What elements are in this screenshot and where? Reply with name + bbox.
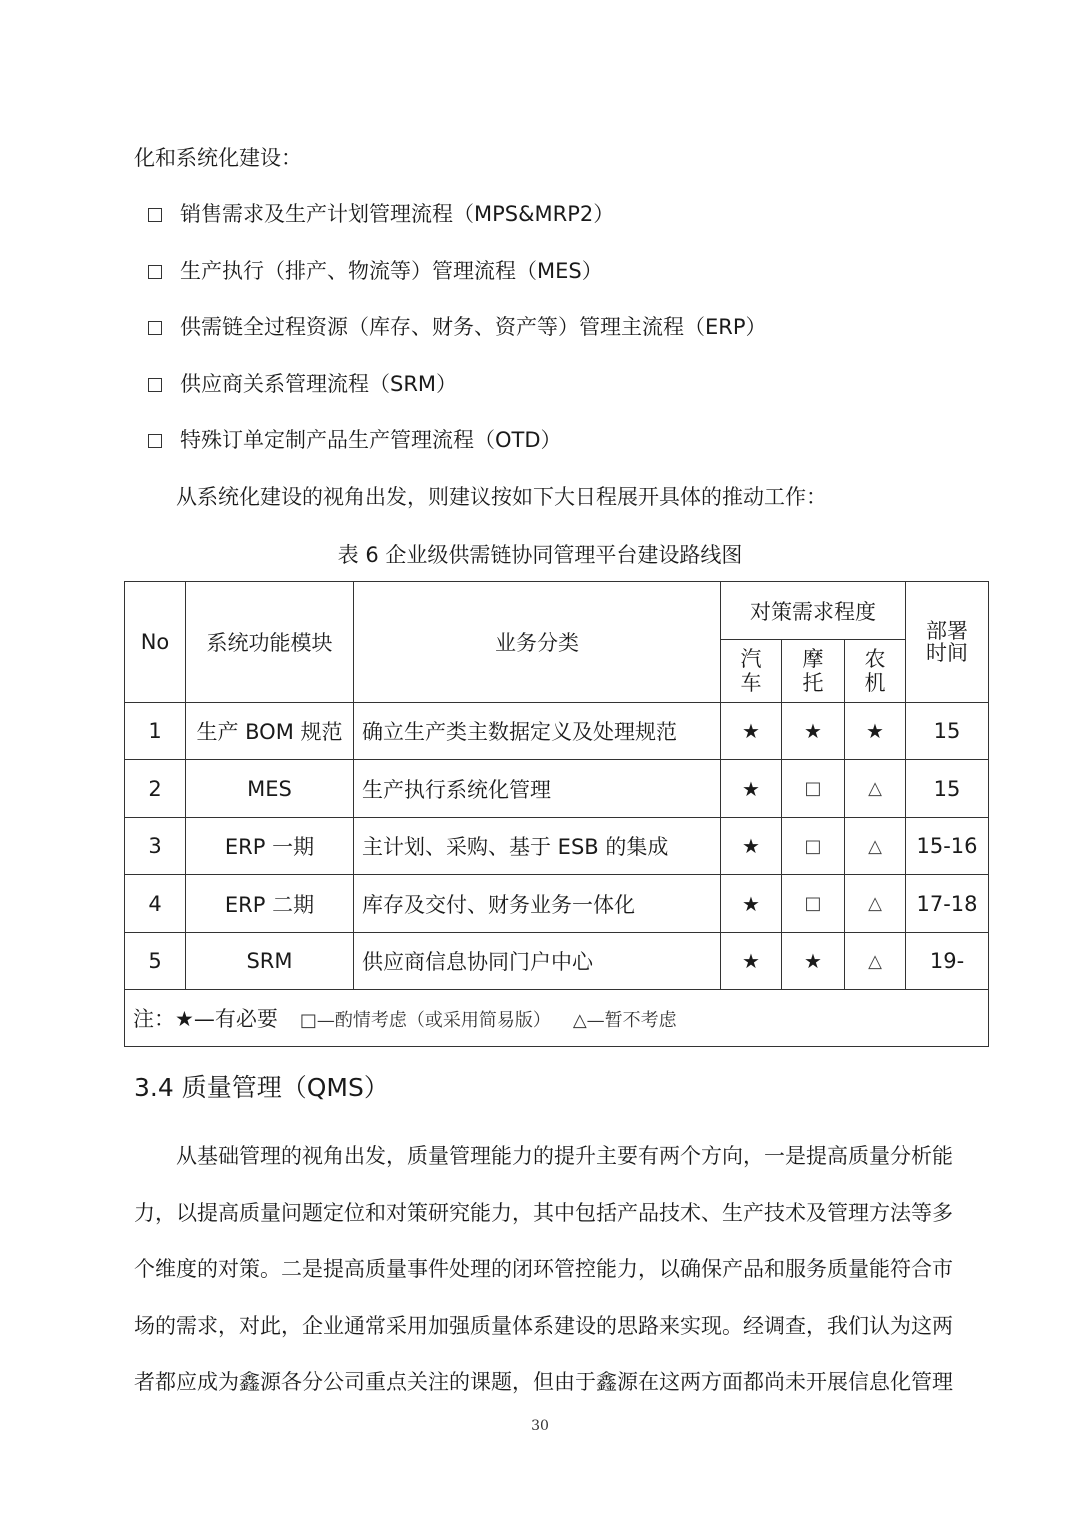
checklist-item <box>148 425 562 455</box>
roadmap-table <box>124 581 989 1047</box>
checklist-item-label: 生产执行（排产、物流等）管理流程（MES） <box>180 259 603 283</box>
note-star: 注：★—有必要 <box>133 1007 278 1031</box>
cell-time: 19- <box>906 933 989 990</box>
cell-no: 4 <box>125 875 186 933</box>
cell-moto: □ <box>782 875 845 933</box>
header-auto <box>721 640 782 703</box>
cell-business: 库存及交付、财务业务一体化 <box>354 875 721 933</box>
checklist-item-label: 供需链全过程资源（库存、财务、资产等）管理主流程（ERP） <box>180 315 767 339</box>
header-business: 业务分类 <box>354 582 721 703</box>
table-row <box>125 703 989 760</box>
paragraph-line: 场的需求，对此，企业通常采用加强质量体系建设的思路来实现。经调查，我们认为这两 <box>134 1314 953 1338</box>
cell-time: 15 <box>906 703 989 760</box>
checklist-item-label: 销售需求及生产计划管理流程（MPS&MRP2） <box>180 202 615 226</box>
header-deploy-label: 部署时间 <box>926 618 969 665</box>
cell-module: SRM <box>186 933 354 990</box>
section-heading: 3.4 质量管理（QMS） <box>134 1073 389 1102</box>
lead-sentence: 从系统化建设的视角出发，则建议按如下大日程展开具体的推动工作： <box>176 485 827 509</box>
table-row <box>125 875 989 933</box>
cell-business: 供应商信息协同门户中心 <box>354 933 721 990</box>
paragraph-line: 个维度的对策。二是提高质量事件处理的闭环管控能力，以确保产品和服务质量能符合市 <box>134 1257 953 1281</box>
header-agri-label: 农机 <box>864 647 886 695</box>
intro-line: 化和系统化建设： <box>134 146 302 170</box>
cell-agri: △ <box>845 760 906 818</box>
paragraph-line: 者都应成为鑫源各分公司重点关注的课题，但由于鑫源在这两方面都尚未开展信息化管理 <box>134 1370 953 1394</box>
cell-time: 17-18 <box>906 875 989 933</box>
cell-time: 15 <box>906 760 989 818</box>
checklist-item <box>148 256 603 286</box>
cell-module: ERP 一期 <box>186 818 354 875</box>
cell-auto: ★ <box>721 875 782 933</box>
cell-no: 1 <box>125 703 186 760</box>
cell-no: 5 <box>125 933 186 990</box>
cell-module: 生产 BOM 规范 <box>186 703 354 760</box>
checklist-item <box>148 369 457 399</box>
header-moto <box>782 640 845 703</box>
table-row <box>125 818 989 875</box>
checklist-item-label: 供应商关系管理流程（SRM） <box>180 372 458 396</box>
header-demand: 对策需求程度 <box>721 582 906 640</box>
checklist-item <box>148 199 614 229</box>
cell-module: ERP 二期 <box>186 875 354 933</box>
cell-auto: ★ <box>721 933 782 990</box>
checklist-item <box>148 312 767 342</box>
cell-agri: ★ <box>845 703 906 760</box>
cell-moto: □ <box>782 818 845 875</box>
cell-agri: △ <box>845 933 906 990</box>
header-moto-label: 摩托 <box>802 647 824 695</box>
header-module: 系统功能模块 <box>186 582 354 703</box>
table-row <box>125 933 989 990</box>
checkbox-icon <box>148 321 162 335</box>
checkbox-icon <box>148 434 162 448</box>
note-box: □—酌情考虑（或采用简易版） <box>299 1010 551 1031</box>
cell-no: 3 <box>125 818 186 875</box>
cell-time: 15-16 <box>906 818 989 875</box>
header-no: No <box>125 582 186 703</box>
cell-moto: ★ <box>782 933 845 990</box>
cell-business: 确立生产类主数据定义及处理规范 <box>354 703 721 760</box>
checklist-item-label: 特殊订单定制产品生产管理流程（OTD） <box>180 428 562 452</box>
cell-moto: □ <box>782 760 845 818</box>
table-row <box>125 760 989 818</box>
table-note <box>125 990 989 1047</box>
cell-moto: ★ <box>782 703 845 760</box>
header-auto-label: 汽车 <box>740 647 762 695</box>
cell-business: 生产执行系统化管理 <box>354 760 721 818</box>
cell-no: 2 <box>125 760 186 818</box>
checkbox-icon <box>148 265 162 279</box>
cell-auto: ★ <box>721 703 782 760</box>
table-caption: 表 6 企业级供需链协同管理平台建设路线图 <box>337 543 743 567</box>
paragraph-line: 从基础管理的视角出发，质量管理能力的提升主要有两个方向，一是提高质量分析能 <box>176 1144 953 1168</box>
checkbox-icon <box>148 208 162 222</box>
note-tri: △—暂不考虑 <box>572 1010 677 1031</box>
cell-business: 主计划、采购、基于 ESB 的集成 <box>354 818 721 875</box>
table-note-row <box>125 990 989 1047</box>
header-agri <box>845 640 906 703</box>
cell-module: MES <box>186 760 354 818</box>
cell-auto: ★ <box>721 818 782 875</box>
cell-agri: △ <box>845 875 906 933</box>
header-deploy <box>906 582 989 703</box>
checkbox-icon <box>148 378 162 392</box>
cell-agri: △ <box>845 818 906 875</box>
page-number: 30 <box>531 1418 549 1434</box>
paragraph-line: 力，以提高质量问题定位和对策研究能力，其中包括产品技术、生产技术及管理方法等多 <box>134 1201 953 1225</box>
table-header-row <box>125 582 989 640</box>
cell-auto: ★ <box>721 760 782 818</box>
